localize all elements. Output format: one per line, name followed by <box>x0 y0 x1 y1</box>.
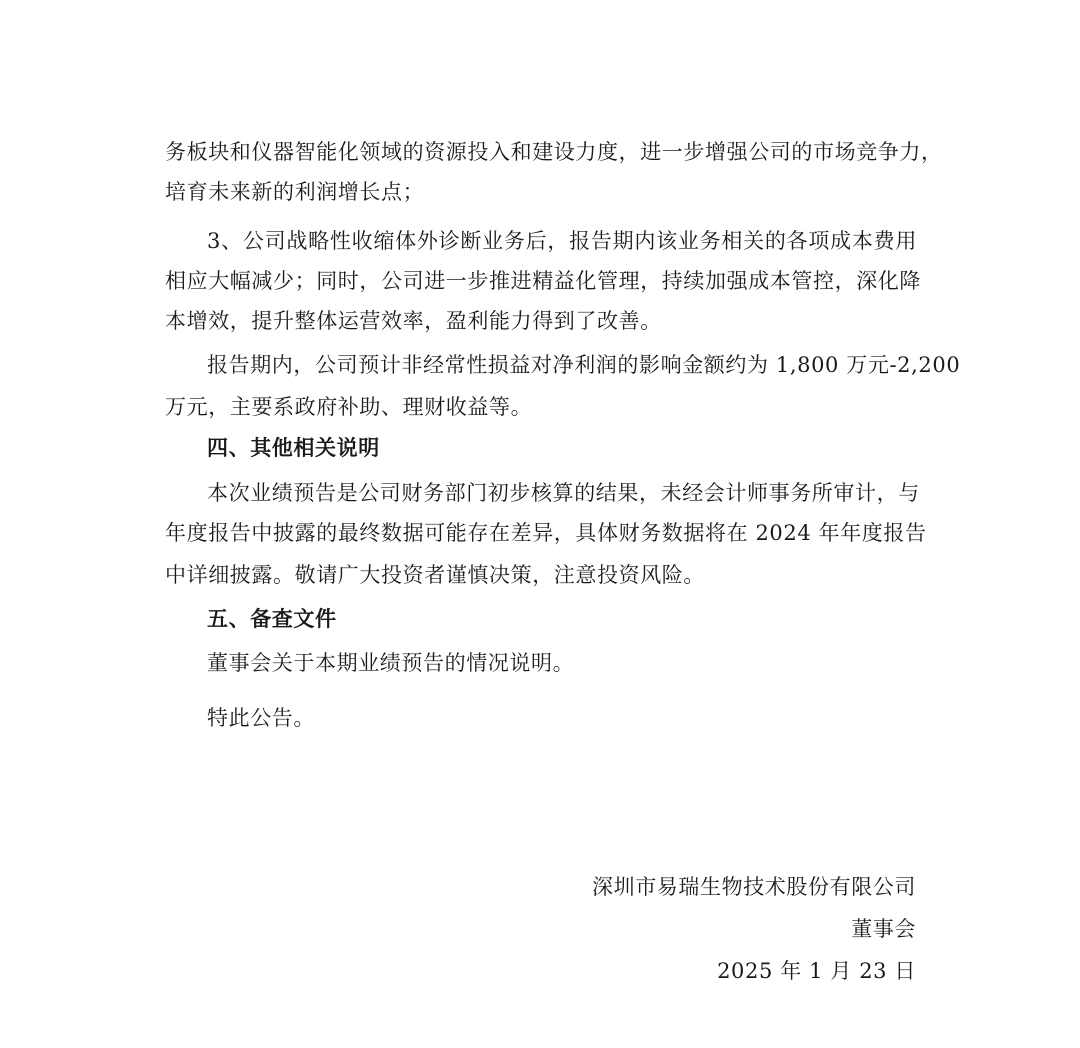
para2-line1: 3、公司战略性收缩体外诊断业务后，报告期内该业务相关的各项成本费用 <box>207 229 917 253</box>
para2-line2: 相应大幅减少；同时，公司进一步推进精益化管理，持续加强成本管控，深化降 <box>165 269 921 293</box>
para1-line2: 培育未来新的利润增长点； <box>165 180 425 204</box>
signature-board: 董事会 <box>851 917 916 941</box>
para3-line1: 报告期内，公司预计非经常性损益对净利润的影响金额约为 1,800 万元-2,200 <box>207 353 961 377</box>
section4-line1: 本次业绩预告是公司财务部门初步核算的结果，未经会计师事务所审计，与 <box>207 481 920 505</box>
para1-line1: 务板块和仪器智能化领域的资源投入和建设力度，进一步增强公司的市场竞争力， <box>165 140 943 164</box>
section4-line2: 年度报告中披露的最终数据可能存在差异，具体财务数据将在 2024 年年度报告 <box>165 521 927 545</box>
section5-line1: 董事会关于本期业绩预告的情况说明。 <box>207 651 575 675</box>
signature-date: 2025 年 1 月 23 日 <box>717 959 916 983</box>
para2-line3: 本增效，提升整体运营效率，盈利能力得到了改善。 <box>165 309 662 333</box>
section4-line3: 中详细披露。敬请广大投资者谨慎决策，注意投资风险。 <box>165 563 705 587</box>
closing-text: 特此公告。 <box>207 706 315 730</box>
para3-line2: 万元，主要系政府补助、理财收益等。 <box>165 395 533 419</box>
section4-heading: 四、其他相关说明 <box>207 436 380 460</box>
signature-company: 深圳市易瑞生物技术股份有限公司 <box>592 875 916 899</box>
section5-heading: 五、备查文件 <box>207 607 337 631</box>
